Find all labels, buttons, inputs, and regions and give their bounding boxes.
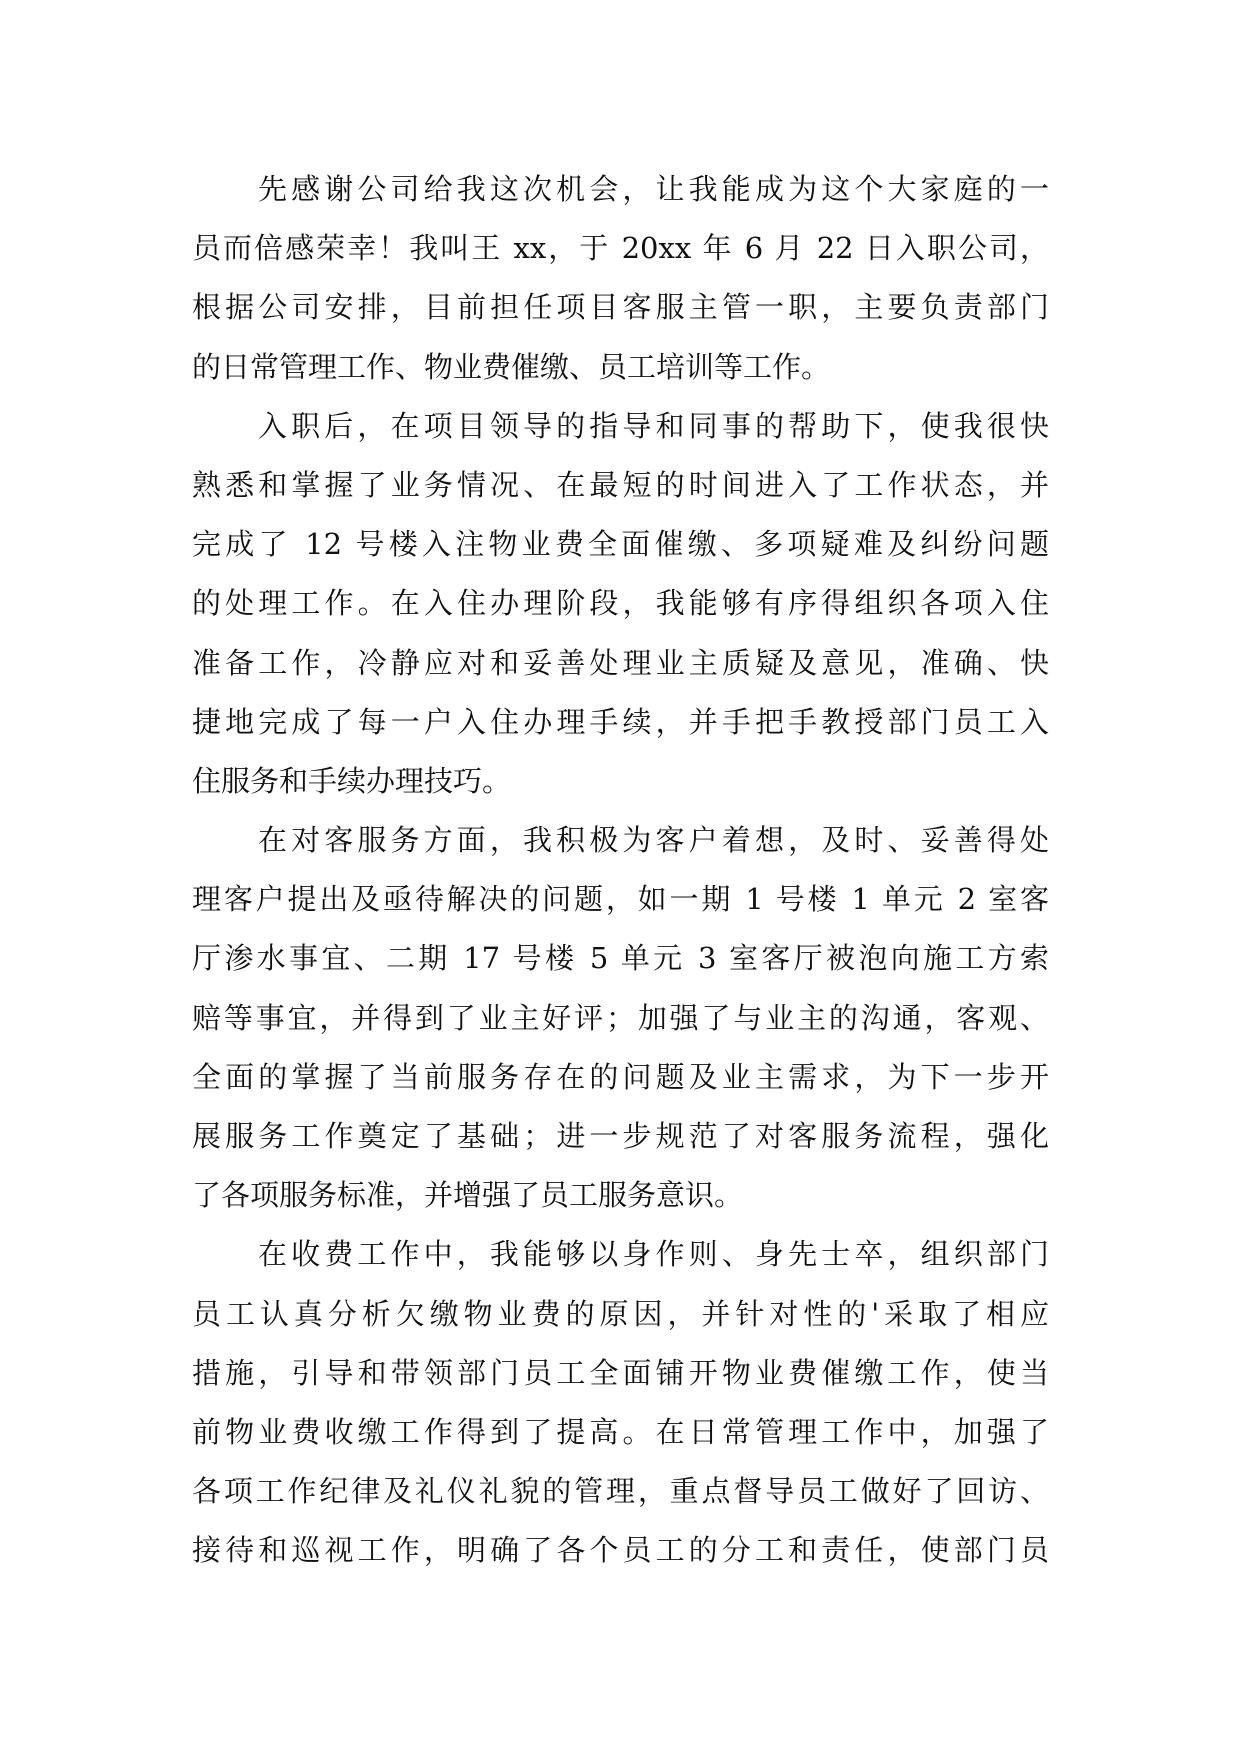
paragraph-line: 完成了 12 号楼入注物业费全面催缴、多项疑难及纠纷问题 xyxy=(192,527,1049,562)
paragraph-line: 赔等事宜，并得到了业主好评；加强了与业主的沟通，客观、 xyxy=(192,1000,1049,1035)
paragraph-line: 入职后，在项目领导的指导和同事的帮助下，使我很快 xyxy=(258,408,1049,443)
paragraph-line: 住服务和手续办理技巧。 xyxy=(192,763,512,798)
paragraph-line: 各项工作纪律及礼仪礼貌的管理，重点督导员工做好了回访、 xyxy=(192,1474,1049,1509)
paragraph-line: 接待和巡视工作，明确了各个员工的分工和责任，使部门员 xyxy=(192,1533,1049,1568)
paragraph-line: 员工认真分析欠缴物业费的原因，并针对性的'采取了相应 xyxy=(192,1296,1049,1331)
paragraph-line: 员而倍感荣幸！我叫王 xx，于 20xx 年 6 月 22 日入职公司， xyxy=(192,231,1049,266)
paragraph-line: 的处理工作。在入住办理阶段，我能够有序得组织各项入住 xyxy=(192,586,1049,621)
paragraph-line: 措施，引导和带领部门员工全面铺开物业费催缴工作，使当 xyxy=(192,1355,1049,1390)
paragraph-line: 理客户提出及亟待解决的问题，如一期 1 号楼 1 单元 2 室客 xyxy=(192,882,1049,917)
paragraph-line: 展服务工作奠定了基础；进一步规范了对客服务流程，强化 xyxy=(192,1119,1049,1153)
paragraph-line: 捷地完成了每一户入住办理手续，并手把手教授部门员工入 xyxy=(192,704,1049,739)
paragraph-line: 根据公司安排，目前担任项目客服主管一职，主要负责部门 xyxy=(192,290,1049,325)
paragraph-2 xyxy=(192,397,1049,811)
paragraph-line: 先感谢公司给我这次机会，让我能成为这个大家庭的一 xyxy=(258,172,1049,206)
paragraph-line: 厅渗水事宜、二期 17 号楼 5 单元 3 室客厅被泡向施工方索 xyxy=(192,941,1049,976)
paragraph-4 xyxy=(192,1225,1049,1580)
paragraph-line: 了各项服务标准，并增强了员工服务意识。 xyxy=(192,1178,744,1213)
paragraph-1 xyxy=(192,160,1049,397)
paragraph-line: 准备工作，冷静应对和妥善处理业主质疑及意见，准确、快 xyxy=(192,645,1049,680)
paragraph-line: 前物业费收缴工作得到了提高。在日常管理工作中，加强了 xyxy=(192,1414,1049,1449)
paragraph-line: 全面的掌握了当前服务存在的问题及业主需求，为下一步开 xyxy=(192,1059,1049,1094)
paragraph-3 xyxy=(192,811,1049,1225)
paragraph-line: 熟悉和掌握了业务情况、在最短的时间进入了工作状态，并 xyxy=(192,467,1049,502)
paragraph-line: 在收费工作中，我能够以身作则、身先士卒，组织部门 xyxy=(258,1237,1049,1272)
paragraph-line: 的日常管理工作、物业费催缴、员工培训等工作。 xyxy=(192,349,831,384)
paragraph-line: 在对客服务方面，我积极为客户着想，及时、妥善得处 xyxy=(258,823,1049,858)
document-body xyxy=(192,160,1049,1581)
